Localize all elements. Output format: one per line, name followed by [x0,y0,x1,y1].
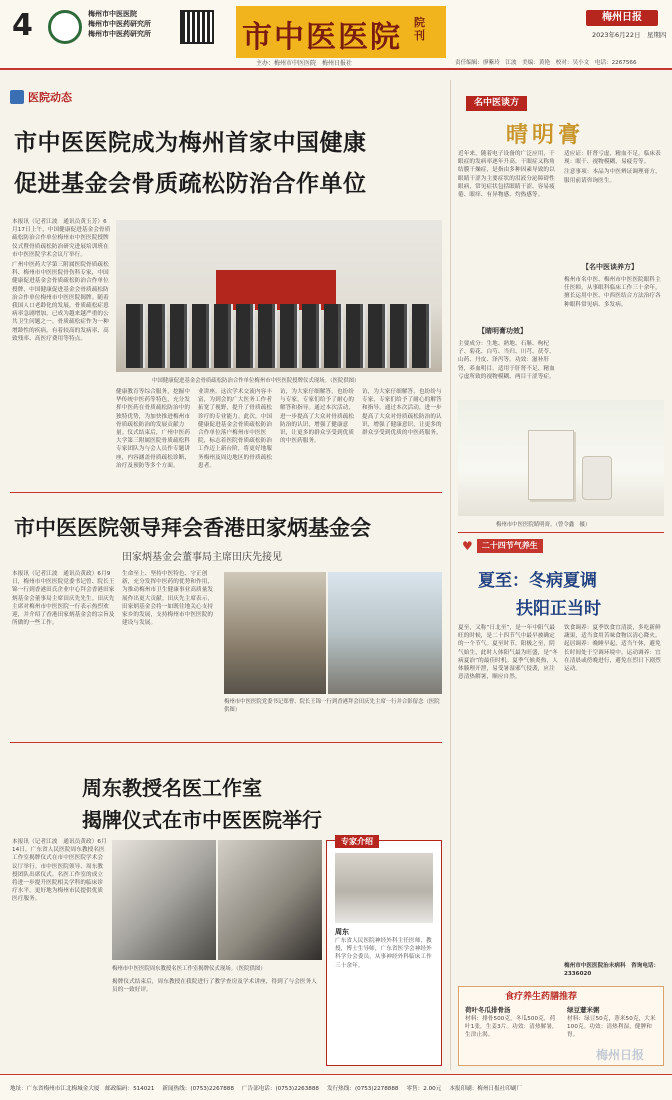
expert-bio: 广东省人民医院神经外科主任医师，教授，博士生导师，广东省医学会神经外科学分会委员，从事神经外科临床工作三十余年。 [335,938,432,969]
right-column-border [450,80,451,1070]
article1-dateline: 本报讯（记者江波 通讯员黄玉芳）6月17日上午，中国健康促进基金会骨质疏松防治合作单位梅州市中医医院授牌仪式暨骨质疏松防治研究进展培训班在市中医医院学术会议厅举行。 [12,219,111,258]
article1-photo-caption: 中国健康促进基金会骨质疏松防治合作单位梅州市中医医院授牌仪式现场。（医院供图） [152,378,360,384]
expert-photo [335,853,433,923]
formula-text: 主要成分：生地、熟地、石斛、枸杞子、菊花、白芍、当归、川芎、茯苓、山药、丹皮、泽泻等。功效：滋补肝肾，养血明目。适用于肝肾不足、精血亏虚所致的视物模糊、两目干涩等症。 [458,341,555,380]
masthead-title-suffix: 院刊 [414,16,425,42]
article2-photo-left [224,572,326,694]
affiliation-list [88,9,151,39]
article1-body-col5 [362,388,442,484]
paper-name: 梅州日报 [602,12,642,23]
article1-text-1: 广州中医药大学第三附属医院骨质疏松科、梅州市中医医院骨伤科专家，中国健康促进基金会骨质疏松防治合作单位授牌，中国健康促进基金会骨质疏松防治合作单位梅州市中医医院揭牌。随着我国人口老龄化的发展，骨质疏松症患病率急剧增加，已成为越来越严重的公共卫生问题之一。骨质疏松症作为一种增龄性的疾病，有着较高的发病率、高致残率、高医疗费用等特点。 [12,262,109,342]
page-number: 4 [12,8,33,43]
masthead [0,0,672,70]
article1-body-col4: 访，为大家仔细解答，也纷纷与专家，专家们给予了耐心的解答和指导。通过本次活动，进一步提高了大众对骨质疏松防治的认识，增强了健康意识，让更多的群众享受到优质的中医药服务。 [280,389,355,445]
divider-2 [10,742,442,743]
footer-phone3: 发行热线：(0753)2278888 [326,1085,399,1092]
section-label-text: 医院动态 [28,91,72,104]
article3-headline-line2: 揭牌仪式在市中医医院举行 [82,808,322,832]
article3-photo-caption: 梅州市中医医院周东教授名医工作室揭牌仪式现场。（医院供图） [112,966,266,972]
food-item2-text: 材料：绿豆50克，薏米50克，大米100克。功效：清热利湿，健脾和胃。 [567,1016,656,1039]
article3-headline-line1: 周东教授名医工作室 [82,776,262,800]
article1-body-col2: 健康教育等综合服务，挖掘中华传统中医药等特色，充分发挥中医药在骨质疏松防治中的独特优势，为加快推进梅州市骨质疏松防治的发展贡献力量。仪式结束后，广州中医药大学第三附属医院骨质疏松科专家团队为与会人员作专题讲座，内容涵盖骨质疏松诊断、治疗及预防等多个方面。 [116,389,191,469]
editors-line: 责任编辑：廖紫玲 江波 美编：黄艳 校对：吴小文 电话：2267566 [455,60,637,66]
article1-headline-line2: 促进基金会骨质疏松防治合作单位 [14,171,367,197]
solar-title-line2: 扶阳正当时 [516,599,601,619]
right-intro: 近年来，随着电子设备的广泛应用，干眼症的发病率逐年升高。干眼症又称角结膜干燥症，是指由多种因素导致的以眼睛干涩为主要症状的泪液分泌障碍性眼病，常见症状包括眼睛干涩、容易疲倦、眼痒、有异物感、灼热感等。 [458,151,555,199]
footer-price: 零售：2.00元 [406,1085,442,1092]
food-item1-title: 荷叶冬瓜排骨汤 [465,1006,511,1014]
solar-tag [462,538,543,554]
solar-source: 梅州市中医医院治未病科 咨询电话：2336020 [564,963,660,977]
article3-body2: 揭牌仪式结束后，周东教授在我院进行了教学查房及学术讲座，得到了与会医务人员的一致好评。 [112,979,317,994]
masthead-title-box [236,6,446,58]
footer-phone1: 新闻热线：(0753)2267888 [162,1085,234,1092]
divider-1 [10,492,442,493]
product-jar [582,456,612,500]
article2-subhead: 田家炳基金会董事局主席田庆先接见 [122,552,282,563]
footer-phone2: 广告部电话：(0753)2263888 [241,1085,319,1092]
food-box-title: 食疗养生药膳推荐 [505,992,578,1002]
right-tag: 名中医谈方 [466,96,527,111]
right-title: 晴明膏 [506,122,585,148]
formula-title: 【睛明膏功效】 [478,327,527,335]
affiliation-3: 梅州市中医药研究所 [88,30,151,38]
affiliation-1: 梅州市中医医院 [88,10,137,18]
solar-tag-text: 二十四节气养生 [477,539,543,553]
right-expert-text: 梅州市名中医、梅州市中医医院眼科主任医师，从事眼科临床工作三十余年，擅长运用中医、中西医结合方法治疗各种眼科常见病、多发病。 [564,277,661,308]
article3-photo-left [112,840,216,960]
masthead-sponsor: 主办：梅州市中医医院 梅州日报社 [256,60,353,67]
article2-headline: 市中医医院领导拜会香港田家炳基金会 [14,516,371,540]
watermark: 梅州日报 [596,1048,645,1062]
right-expert-title: 【名中医谈养方】 [582,263,638,271]
article1-body-col3: 业讲座。这次学术交流内容丰富，为到会的广大医务工作者拓宽了视野，提升了骨质疏松诊疗的专业能力。此次，中国健康促进基金会骨质疏松防治合作单位落户梅州市中医医院，标志着医院骨质疏松防治工作迈上新台阶，将更好地服务梅州及周边地区的骨质疏松患者。 [198,389,273,469]
article1-body-col1 [12,218,112,464]
product-box [528,430,574,500]
footer [0,1074,672,1100]
article1-headline-line1: 市中医医院成为梅州首家中国健康 [14,130,367,156]
issue-date: 2023年6月22日 星期四 [592,31,667,39]
right-divider [458,532,664,533]
affiliation-2: 梅州市中医药研究所 [88,20,151,28]
article1-text-repeat: 访，为大家仔细解答，也纷纷与专家，专家们给予了耐心的解答和指导。通过本次活动，进一步提高了大众对骨质疏松防治的认识，增强了健康意识，让更多的群众享受到优质的中医药服务。 [362,389,442,437]
footer-printer: 本报印刷：梅州日报社印刷厂 [449,1085,523,1092]
product-photo [458,400,664,516]
section-icon [10,90,24,104]
photo-people-row [126,304,432,368]
food-item2-title: 绿豆薏米粥 [567,1006,600,1014]
solar-body: 夏至，又称“日北至”，是一年中阳气最旺的时候，是二十四节气中最早被确定的一个节气。夏至时节，阳极之至，阴气始生，此时人体阳气最为旺盛，是“冬病夏治”的最佳时机。夏季气候炎热，人体腠理开泄，易受暑湿邪气侵袭，应注意清热解暑，顺应自然。 [458,625,558,681]
right-usage-1: 适应证：肝肾亏虚，精血不足。临床表现：眼干、视物模糊，易疲劳等。 [564,151,661,166]
masthead-title: 市中医医院 [242,20,402,55]
article2-body-col2: 生命至上、坚持中医特色、守正创新，充分发挥中医药的优势和作用，为推动梅州市卫生健康事业高质量发展作出更大贡献。田庆先主席表示，田家炳基金会将一如既往地关心支持家乡的发展，支持梅州市中医医院的建设与发展。 [122,571,214,627]
article1-photo [116,220,442,372]
expert-name: 周东 [335,928,349,936]
right-usage [564,150,664,260]
expert-box [326,837,442,1066]
solar-body2: 饮食调养：夏季饮食宜清淡，多吃新鲜蔬果，适当食用苦味食物以清心降火。起居调养：晚睡早起，适当午休，避免长时间处于空调环境中。运动调养：宜在清晨或傍晚进行，避免在烈日下剧烈运动。 [564,625,661,673]
expert-tag: 专家介绍 [335,835,379,848]
footer-address: 地址：广东省梅州市江北梅城金大厦 邮政编码：514021 [10,1085,155,1092]
article3-photo-mid [218,840,322,960]
product-photo-caption: 梅州市中医医院睛明膏。（曾令鑫 摄） [496,522,591,528]
food-item1-text: 材料：排骨500克，冬瓜500克，荷叶1张，生姜3片。功效：清热解暑，生津止渴。 [465,1016,558,1039]
hospital-logo [48,10,82,44]
qr-code[interactable] [180,10,214,44]
right-usage-2: 注意事项：本品为中医辨证调理膏方，服用前请咨询医生。 [564,169,661,184]
article3-body: 本报讯（记者江波 通讯员黄政）6月14日，广东省人民医院周东教授名医工作室揭牌仪式在市中医医院学术会议厅举行。市中医医院领导、周东教授团队出席仪式。名医工作室的成立将进一步提升医院相关学科的临床诊疗水平，更好地为梅州市民提供优质医疗服务。 [12,839,107,903]
paper-name-badge [586,10,658,26]
solar-title-line1: 夏至：冬病夏调 [478,571,597,591]
section-label [10,88,72,106]
article2-photo-right [328,572,442,694]
article2-body-col1: 本报讯（记者江波 通讯员黄政）6月9日，梅州市中医医院党委书记曾、院长王锦一行到香港田氏企业中心拜会香港田家炳基金会董事局主席田庆先先生。田庆先主席对梅州市中医医院一行表示热烈欢迎，并介绍了香港田家炳基金会的宗旨及所做的一些工作。 [12,571,115,627]
article2-photo-caption: 梅州市中医医院党委书记郑曹、院长王锦一行到香港拜会田庆先主席一行并合影留念（医院供图） [224,699,440,713]
heart-icon: ♥ [462,539,473,553]
